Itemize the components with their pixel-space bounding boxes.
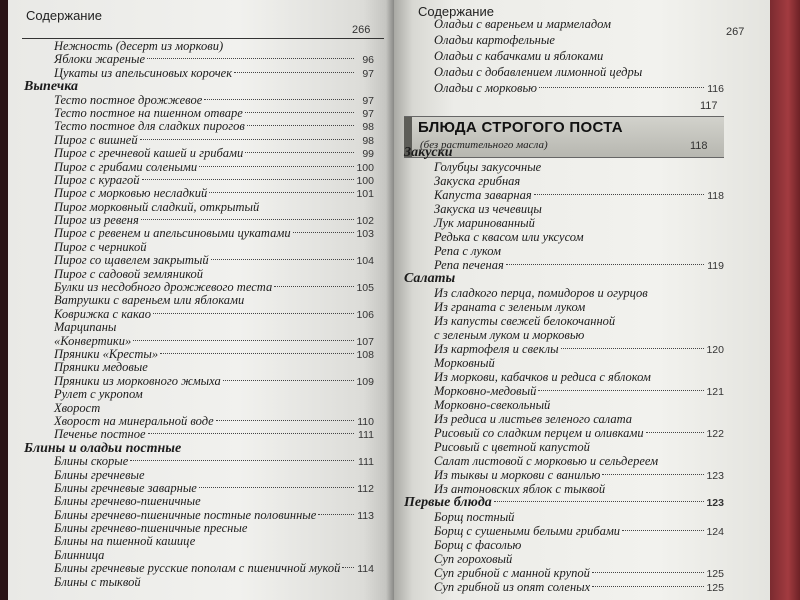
dot-leader xyxy=(318,514,354,515)
toc-entry-page: 116 xyxy=(707,83,724,95)
toc-entry-title: Оладьи с морковью xyxy=(434,81,537,95)
toc-entry-page: 105 xyxy=(356,282,374,295)
toc-entry-page: 96 xyxy=(362,54,374,67)
toc-entry-title: Первые блюда xyxy=(404,495,492,510)
toc-entry-title: Оладьи с кабачками и яблоками xyxy=(434,49,604,63)
toc-entry xyxy=(14,388,374,401)
toc-entry xyxy=(14,375,374,388)
toc-entry xyxy=(14,67,374,80)
dot-leader xyxy=(592,586,704,587)
toc-entry xyxy=(14,535,374,548)
toc-entry-title: Хворост на минеральной воде xyxy=(54,413,214,428)
toc-entry xyxy=(14,415,374,428)
toc-section-heading xyxy=(394,496,724,510)
toc-entry xyxy=(14,455,374,468)
running-head: Содержание xyxy=(26,8,102,23)
toc-entry xyxy=(394,160,724,174)
toc-entry xyxy=(14,227,374,240)
toc-entry-title: Суп гороховый xyxy=(434,552,513,566)
dot-leader xyxy=(216,420,354,421)
toc-entry-title: Блины и оладьи постные xyxy=(24,440,182,456)
toc-entry xyxy=(14,254,374,267)
toc-entry xyxy=(14,576,374,589)
toc-entry-title: Пирог с ревенем и апельсиновыми цукатами xyxy=(54,226,291,241)
dot-leader xyxy=(539,87,704,88)
toc-entry-page: 108 xyxy=(356,348,374,361)
toc-entry-title: Коврижка с какао xyxy=(54,306,152,321)
toc-entry-title: Закуски xyxy=(404,145,453,160)
toc-entry-page: 100 xyxy=(356,174,374,187)
toc-entry-page: 101 xyxy=(356,188,374,201)
toc-entry-title: Салат листовой с морковью и сельдереем xyxy=(434,454,659,468)
toc-entry xyxy=(14,268,374,281)
toc-entry xyxy=(14,348,374,361)
toc-entry xyxy=(394,202,724,216)
toc-entry-title: «Конвертики» xyxy=(54,333,132,348)
toc-entry-title: Морковно-свекольный xyxy=(434,398,551,412)
toc-entry-title: Блины с тыквой xyxy=(54,574,141,589)
dot-leader xyxy=(199,487,354,488)
toc-entry xyxy=(14,321,374,334)
toc-entry xyxy=(14,469,374,482)
toc-entry-title: Тесто постное на пшенном отваре xyxy=(54,105,243,120)
standalone-page-number: 117 xyxy=(700,100,718,112)
toc-entry xyxy=(394,174,724,188)
dot-leader xyxy=(602,474,704,475)
toc-entry xyxy=(394,566,724,580)
toc-entry-page: 110 xyxy=(357,415,374,428)
toc-entry-title: Из моркови, кабачков и редиса с яблоком xyxy=(434,370,651,384)
toc-entry xyxy=(14,428,374,441)
toc-entry-page: 123 xyxy=(706,470,724,482)
toc-entry-title: Пирог с вишней xyxy=(54,132,138,147)
toc-entry xyxy=(14,241,374,254)
toc-entry-page: 106 xyxy=(356,308,374,321)
toc-entry xyxy=(394,328,724,342)
toc-entry-page: 109 xyxy=(356,375,374,388)
right-page xyxy=(394,0,770,600)
toc-entry xyxy=(394,510,724,524)
toc-entry xyxy=(394,216,724,230)
toc-entry-title: Пирог с курагой xyxy=(54,172,140,187)
toc-entry xyxy=(394,412,724,426)
toc-entry xyxy=(394,244,724,258)
dot-leader xyxy=(646,432,704,433)
toc-entry xyxy=(394,552,724,566)
dot-leader xyxy=(534,194,704,195)
dot-leader xyxy=(140,139,354,140)
toc-entry-title: Голубцы закусочные xyxy=(434,160,542,174)
toc-entry-title: Из картофеля и свеклы xyxy=(434,342,559,356)
toc-entry-page: 98 xyxy=(362,134,374,147)
dot-leader xyxy=(130,460,354,461)
toc-entry xyxy=(14,120,374,133)
toc-list xyxy=(14,40,374,589)
toc-list-top xyxy=(394,16,724,96)
toc-entry-title: Морковно-медовый xyxy=(434,384,537,398)
toc-entry-title: Тесто постное для сладких пирогов xyxy=(54,119,245,134)
toc-entry xyxy=(14,294,374,307)
toc-entry-title: Блины гречнево-пшеничные постные половинные xyxy=(54,507,317,522)
toc-entry xyxy=(14,402,374,415)
dot-leader xyxy=(245,152,354,153)
running-head: Содержание xyxy=(418,4,494,19)
toc-entry-title: Из сладкого перца, помидоров и огурцов xyxy=(434,286,648,300)
toc-entry-page: 113 xyxy=(357,509,374,522)
dot-leader xyxy=(209,192,354,193)
toc-entry xyxy=(14,187,374,200)
toc-entry-page: 123 xyxy=(706,497,724,509)
dot-leader xyxy=(153,313,354,314)
toc-entry-title: Пряники «Кресты» xyxy=(54,346,159,361)
toc-entry-title: Выпечка xyxy=(24,79,78,95)
toc-entry-title: Рисовый со сладким перцем и оливками xyxy=(434,426,644,440)
toc-entry-title: Суп грибной с манной крупой xyxy=(434,566,590,580)
dot-leader xyxy=(148,433,354,434)
toc-entry xyxy=(14,214,374,227)
toc-entry-title: Печенье постное xyxy=(54,427,146,442)
toc-entry-title: Рулет с укропом xyxy=(54,387,143,402)
toc-entry-page: 98 xyxy=(362,121,374,134)
dot-leader xyxy=(141,219,354,220)
toc-entry-title: Пирог с гречневой кашей и грибами xyxy=(54,146,244,161)
toc-entry-title: Лук маринованный xyxy=(434,216,535,230)
toc-entry-title: Блины гречневые русские пополам с пшеничной мукой xyxy=(54,561,341,576)
toc-entry-title: Нежность (десерт из моркови) xyxy=(54,39,224,53)
toc-entry-title: Суп грибной из опят соленых xyxy=(434,580,591,594)
toc-entry-title: Блины на пшенной кашице xyxy=(54,534,196,549)
dot-leader xyxy=(142,179,354,180)
toc-entry-page: 111 xyxy=(358,456,374,469)
toc-entry xyxy=(394,64,724,80)
toc-entry xyxy=(394,48,724,64)
toc-entry-page: 107 xyxy=(356,335,374,348)
toc-entry-page: 97 xyxy=(362,107,374,120)
toc-section-heading xyxy=(394,272,724,286)
toc-entry-title: Пряники медовые xyxy=(54,360,148,375)
toc-entry xyxy=(394,384,724,398)
dot-leader xyxy=(223,380,354,381)
dot-leader xyxy=(147,58,354,59)
toc-entry-page: 102 xyxy=(356,215,374,228)
toc-entry xyxy=(14,40,374,53)
toc-entry xyxy=(14,549,374,562)
toc-entry-title: Блины гречневые заварные xyxy=(54,480,197,495)
toc-entry-page: 119 xyxy=(707,260,724,272)
toc-entry-title: Пирог с грибами солеными xyxy=(54,159,198,174)
toc-entry-title: Борщ постный xyxy=(434,510,515,524)
banner-page-number: 118 xyxy=(690,140,708,152)
toc-entry-title: Оладьи с вареньем и мармеладом xyxy=(434,17,611,31)
toc-entry xyxy=(394,482,724,496)
toc-entry-title: с зеленым луком и морковью xyxy=(434,328,585,342)
toc-entry-title: Тесто постное дрожжевое xyxy=(54,92,203,107)
toc-entry xyxy=(14,562,374,575)
toc-entry xyxy=(394,370,724,384)
toc-entry-page: 111 xyxy=(358,429,374,442)
dot-leader xyxy=(274,286,354,287)
toc-entry-title: Пирог со щавелем закрытый xyxy=(54,253,209,268)
toc-entry xyxy=(394,188,724,202)
toc-entry-page: 124 xyxy=(706,526,724,538)
toc-entry-title: Салаты xyxy=(404,271,456,286)
toc-entry xyxy=(14,509,374,522)
toc-entry xyxy=(14,482,374,495)
toc-entry-page: 125 xyxy=(706,582,724,594)
toc-entry-title: Борщ с сушеными белыми грибами xyxy=(434,524,621,538)
toc-entry xyxy=(14,308,374,321)
toc-entry-page: 104 xyxy=(356,255,374,268)
dot-leader xyxy=(342,567,354,568)
toc-entry xyxy=(14,522,374,535)
banner-subtitle: (без растительного масла) xyxy=(420,139,548,151)
toc-entry-title: Закуска грибная xyxy=(434,174,521,188)
toc-entry-title: Марципаны xyxy=(54,320,117,335)
toc-entry xyxy=(394,440,724,454)
dot-leader xyxy=(293,232,354,233)
toc-entry-title: Цукаты из апельсиновых корочек xyxy=(54,65,233,80)
toc-entry-title: Репа печеная xyxy=(434,258,504,272)
toc-entry xyxy=(14,53,374,66)
toc-entry xyxy=(394,342,724,356)
toc-entry-title: Яблоки жареные xyxy=(54,52,145,67)
toc-entry-title: Ватрушки с вареньем или яблоками xyxy=(54,293,245,308)
toc-entry xyxy=(14,147,374,160)
toc-entry xyxy=(14,201,374,214)
dot-leader xyxy=(199,166,354,167)
dot-leader xyxy=(592,572,704,573)
toc-entry-title: Пирог с садовой земляникой xyxy=(54,266,204,281)
toc-list xyxy=(394,146,724,594)
dot-leader xyxy=(506,264,704,265)
toc-entry-title: Борщ с фасолью xyxy=(434,538,522,552)
dot-leader xyxy=(538,390,704,391)
toc-entry-page: 97 xyxy=(362,67,374,80)
toc-entry-page: 125 xyxy=(706,568,724,580)
page-number: 267 xyxy=(726,26,745,38)
dot-leader xyxy=(494,501,704,502)
toc-entry-page: 114 xyxy=(357,563,374,576)
dot-leader xyxy=(247,125,354,126)
toc-entry xyxy=(14,174,374,187)
dot-leader xyxy=(234,72,354,73)
toc-section-heading xyxy=(14,442,374,455)
toc-entry-page: 112 xyxy=(357,482,374,495)
toc-entry xyxy=(394,16,724,32)
toc-entry xyxy=(394,426,724,440)
toc-entry xyxy=(394,538,724,552)
toc-entry xyxy=(14,94,374,107)
page-number: 266 xyxy=(352,24,371,36)
toc-entry-page: 97 xyxy=(362,94,374,107)
left-page xyxy=(8,0,394,600)
dot-leader xyxy=(561,348,704,349)
toc-entry-page: 103 xyxy=(356,228,374,241)
toc-entry xyxy=(14,161,374,174)
toc-entry-title: Оладьи картофельные xyxy=(434,33,555,47)
toc-entry-page: 99 xyxy=(362,148,374,161)
toc-entry-title: Редька с квасом или уксусом xyxy=(434,230,584,244)
toc-section-heading xyxy=(14,80,374,93)
toc-section-heading xyxy=(394,146,724,160)
toc-entry-title: Репа с луком xyxy=(434,244,501,258)
toc-entry-title: Из редиса и листьев зеленого салата xyxy=(434,412,633,426)
toc-entry xyxy=(394,524,724,538)
toc-entry xyxy=(394,314,724,328)
toc-entry-title: Блины скорые xyxy=(54,454,129,469)
toc-entry xyxy=(394,468,724,482)
toc-entry-title: Из граната с зеленым луком xyxy=(434,300,586,314)
toc-entry xyxy=(394,258,724,272)
toc-entry-title: Пирог с морковью несладкий xyxy=(54,186,208,201)
dot-leader xyxy=(245,112,354,113)
toc-entry xyxy=(394,398,724,412)
toc-entry-title: Блинница xyxy=(54,547,105,562)
toc-entry-title: Оладьи с добавлением лимонной цедры xyxy=(434,65,643,79)
banner-title: БЛЮДА СТРОГОГО ПОСТА xyxy=(418,119,623,136)
toc-entry-page: 118 xyxy=(707,190,724,202)
toc-entry-title: Пряники из морковного жмыха xyxy=(54,373,221,388)
toc-entry-title: Закуска из чечевицы xyxy=(434,202,542,216)
toc-entry-title: Из капусты свежей белокочанной xyxy=(434,314,616,328)
toc-entry xyxy=(14,281,374,294)
toc-entry xyxy=(394,32,724,48)
toc-entry xyxy=(14,134,374,147)
toc-entry xyxy=(394,300,724,314)
toc-entry-title: Капуста заварная xyxy=(434,188,532,202)
toc-entry xyxy=(394,356,724,370)
toc-entry xyxy=(14,361,374,374)
toc-entry xyxy=(394,454,724,468)
toc-entry-title: Пирог из ревеня xyxy=(54,213,139,228)
toc-entry-title: Блины гречневые xyxy=(54,467,145,482)
toc-entry-title: Рисовый с цветной капустой xyxy=(434,440,590,454)
toc-entry-title: Пирог с черникой xyxy=(54,239,147,254)
toc-entry xyxy=(394,230,724,244)
toc-entry-page: 121 xyxy=(706,386,724,398)
dot-leader xyxy=(622,530,704,531)
toc-entry-title: Из тыквы и моркови с ванилью xyxy=(434,468,601,482)
toc-entry-title: Пирог морковный сладкий, открытый xyxy=(54,199,260,214)
toc-entry-title: Морковный xyxy=(434,356,495,370)
toc-entry-title: Из антоновских яблок с тыквой xyxy=(434,482,606,496)
book-cover-edge xyxy=(770,0,800,600)
toc-entry-page: 120 xyxy=(706,344,724,356)
toc-entry xyxy=(14,495,374,508)
dot-leader xyxy=(133,340,354,341)
dot-leader xyxy=(211,259,354,260)
toc-entry xyxy=(394,580,724,594)
toc-entry xyxy=(14,107,374,120)
dot-leader xyxy=(204,99,354,100)
toc-entry xyxy=(394,80,724,96)
dot-leader xyxy=(160,353,354,354)
toc-entry-title: Блины гречнево-пшеничные пресные xyxy=(54,521,248,536)
toc-entry-title: Блины гречнево-пшеничные xyxy=(54,494,201,509)
toc-entry xyxy=(14,335,374,348)
toc-entry-title: Хворост xyxy=(54,400,101,415)
toc-entry-title: Булки из несдобного дрожжевого теста xyxy=(54,280,273,295)
toc-entry-page: 100 xyxy=(356,161,374,174)
toc-entry xyxy=(394,286,724,300)
toc-entry-page: 122 xyxy=(706,428,724,440)
